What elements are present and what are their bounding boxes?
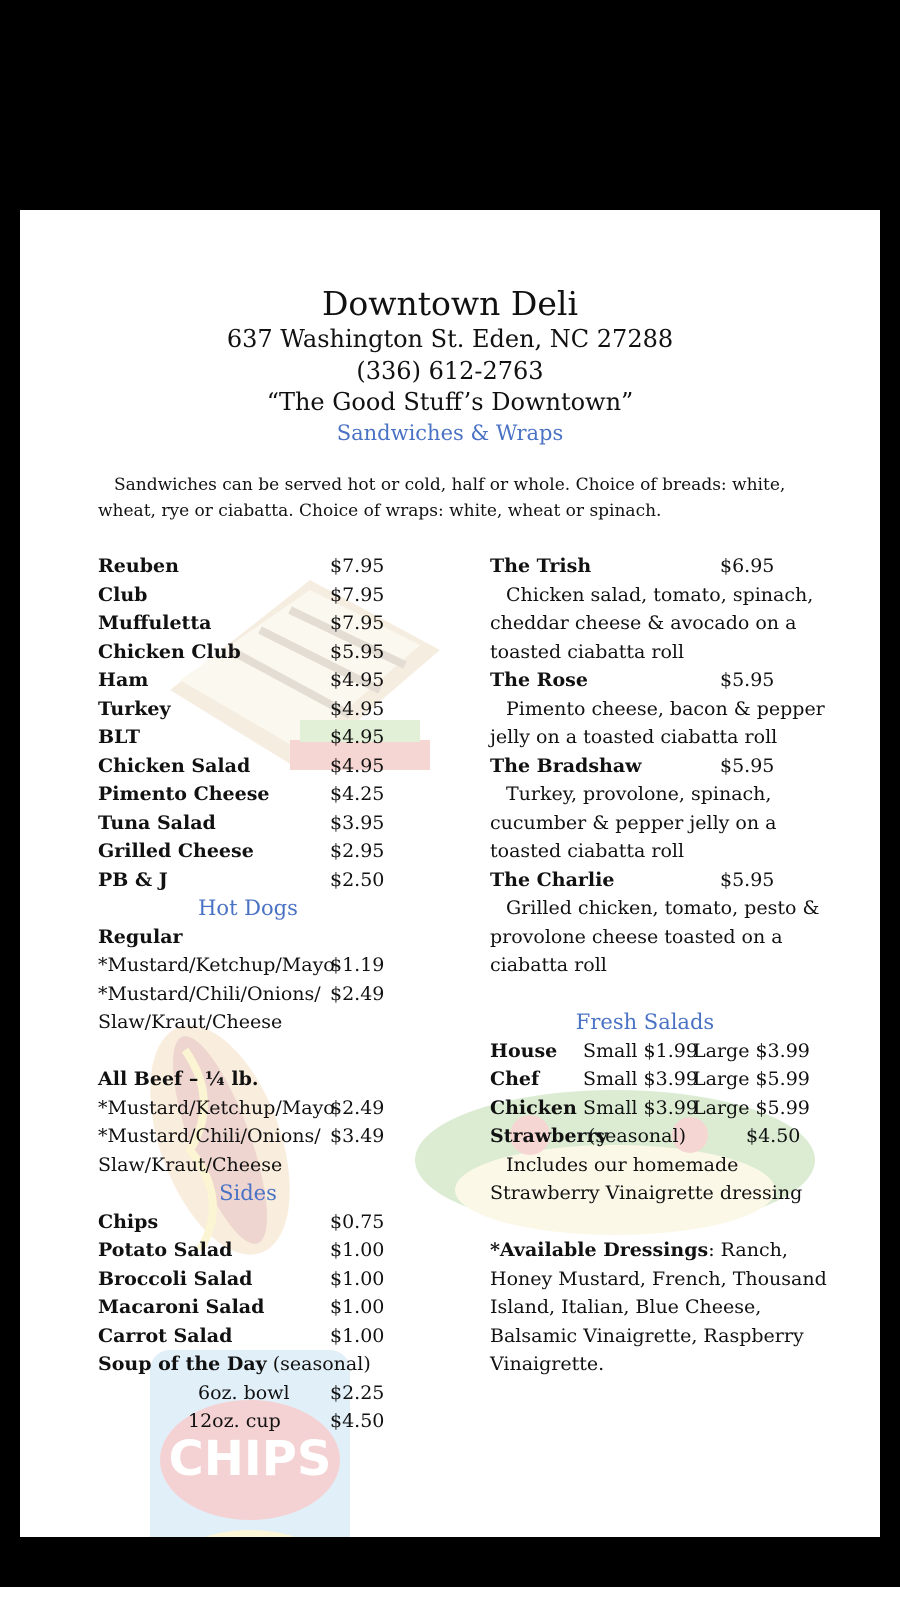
item-price: $7.95 xyxy=(330,583,385,606)
item-name: Chips xyxy=(98,1210,159,1233)
dressings-text: Honey Mustard, French, Thousand xyxy=(490,1267,827,1290)
menu-page xyxy=(20,210,880,1537)
sandwiches-heading: Sandwiches & Wraps xyxy=(336,421,564,445)
menu-item xyxy=(98,1094,398,1123)
item-price: $7.95 xyxy=(330,555,385,577)
menu-item xyxy=(98,752,398,781)
item-price: $2.95 xyxy=(330,840,385,862)
large-price: Large $3.99 xyxy=(693,1039,810,1062)
menu-item xyxy=(98,951,398,980)
item-name: Muffuletta xyxy=(98,612,212,634)
item-name: BLT xyxy=(98,726,141,748)
item-price: $4.50 xyxy=(746,1125,801,1147)
menu-item xyxy=(98,581,398,610)
item-continuation: Slaw/Kraut/Cheese xyxy=(98,1153,283,1176)
menu-item xyxy=(98,638,398,667)
item-name: *Mustard/Ketchup/Mayo xyxy=(98,1096,335,1119)
item-name: Strawberry xyxy=(490,1125,608,1147)
item-name: Chicken xyxy=(490,1096,577,1119)
sides-heading: Sides xyxy=(219,1181,277,1205)
item-price: $0.75 xyxy=(330,1210,385,1233)
menu-item xyxy=(490,552,830,581)
item-price: $5.95 xyxy=(330,640,385,663)
phone-number: (336) 612-2763 xyxy=(356,357,544,385)
item-name: Turkey xyxy=(98,697,171,720)
item-description: cucumber & pepper jelly on a xyxy=(490,811,777,834)
item-price: $4.95 xyxy=(330,726,385,748)
dressings-note xyxy=(490,1236,830,1379)
regular-label: Regular xyxy=(98,925,183,948)
address: 637 Washington St. Eden, NC 27288 xyxy=(226,325,674,353)
item-description: toasted ciabatta roll xyxy=(490,840,685,862)
large-price: Large $5.99 xyxy=(693,1096,810,1119)
item-description: Strawberry Vinaigrette dressing xyxy=(490,1182,803,1204)
dressings-label: *Available Dressings xyxy=(490,1239,709,1261)
item-name: Club xyxy=(98,583,148,606)
item-price: $1.00 xyxy=(330,1324,385,1347)
menu-item xyxy=(98,723,398,752)
item-description: Grilled chicken, tomato, pesto & xyxy=(506,897,820,919)
small-price: Small $1.99 xyxy=(583,1039,698,1062)
item-name: Potato Salad xyxy=(98,1239,233,1261)
item-price: $2.50 xyxy=(330,868,385,891)
menu-item xyxy=(98,980,398,1009)
menu-item xyxy=(98,809,398,838)
dressings-text: Vinaigrette. xyxy=(490,1353,605,1375)
item-name: Pimento Cheese xyxy=(98,783,270,805)
item-price: $4.95 xyxy=(330,669,385,691)
item-description: provolone cheese toasted on a xyxy=(490,925,783,948)
intro-text: Sandwiches can be served hot or cold, half or whole. Choice of breads: white, wheat, rye or ciabatta. Choice of wraps: white, wheat or spinach. xyxy=(98,475,786,521)
item-price: $1.00 xyxy=(330,1296,385,1318)
item-name: Reuben xyxy=(98,555,179,577)
item-price: $3.95 xyxy=(330,811,385,834)
small-price: Small $3.99 xyxy=(583,1068,698,1090)
item-name: PB & J xyxy=(98,868,168,891)
menu-item xyxy=(98,1322,398,1351)
item-name: The Trish xyxy=(490,555,592,577)
menu-item xyxy=(98,866,398,895)
menu-item xyxy=(98,1208,398,1237)
item-price: $2.49 xyxy=(330,1096,385,1119)
item-name: Carrot Salad xyxy=(98,1324,233,1347)
item-name: Ham xyxy=(98,669,149,691)
item-name: Macaroni Salad xyxy=(98,1296,265,1318)
item-price: $3.49 xyxy=(330,1125,385,1147)
seasonal-note: (seasonal) xyxy=(588,1125,686,1147)
menu-item xyxy=(98,837,398,866)
item-price: $5.95 xyxy=(720,868,775,891)
restaurant-name: Downtown Deli xyxy=(321,284,579,323)
right-column xyxy=(490,552,830,1379)
item-name: *Mustard/Ketchup/Mayo xyxy=(98,954,335,976)
salad-item xyxy=(490,1037,830,1066)
item-continuation: Slaw/Kraut/Cheese xyxy=(98,1011,283,1033)
item-price: $1.00 xyxy=(330,1239,385,1261)
fresh-salads-heading: Fresh Salads xyxy=(575,1010,715,1034)
soup-line xyxy=(98,1350,398,1379)
item-name: 6oz. bowl xyxy=(198,1381,290,1404)
next-page-edge xyxy=(0,1587,900,1600)
menu-item xyxy=(98,1293,398,1322)
menu-item xyxy=(98,609,398,638)
item-price: $4.95 xyxy=(330,697,385,720)
all-beef-label: All Beef – ¼ lb. xyxy=(98,1068,259,1090)
item-price: $4.95 xyxy=(330,754,385,777)
item-name: Chicken Salad xyxy=(98,754,251,777)
dressings-text: : Ranch, xyxy=(708,1239,788,1261)
salad-item xyxy=(490,1065,830,1094)
item-name: The Rose xyxy=(490,669,588,691)
seasonal-note: (seasonal) xyxy=(272,1353,371,1375)
large-price: Large $5.99 xyxy=(693,1068,810,1090)
item-name: Soup of the Day xyxy=(98,1353,267,1375)
item-description: cheddar cheese & avocado on a xyxy=(490,612,797,634)
item-price: $5.95 xyxy=(720,669,775,691)
item-description: Chicken salad, tomato, spinach, xyxy=(506,583,814,606)
item-name: Broccoli Salad xyxy=(98,1267,253,1290)
svg-text:CHIPS: CHIPS xyxy=(168,1431,332,1487)
dressings-text: Island, Italian, Blue Cheese, xyxy=(490,1296,762,1318)
item-price: $4.25 xyxy=(330,783,385,805)
hot-dogs-heading: Hot Dogs xyxy=(198,896,298,920)
item-name: Tuna Salad xyxy=(98,811,216,834)
menu-item xyxy=(98,1236,398,1265)
item-price: $2.49 xyxy=(330,982,385,1005)
item-price: $7.95 xyxy=(330,612,385,634)
item-name: Chicken Club xyxy=(98,640,241,663)
menu-item xyxy=(98,552,398,581)
item-name: The Charlie xyxy=(490,868,615,891)
menu-item xyxy=(490,752,830,781)
item-description: Pimento cheese, bacon & pepper xyxy=(506,697,825,720)
item-name: *Mustard/Chili/Onions/ xyxy=(98,982,321,1005)
dressings-text: Balsamic Vinaigrette, Raspberry xyxy=(490,1324,804,1347)
menu-item xyxy=(490,866,830,895)
menu-item xyxy=(98,1379,398,1408)
small-price: Small $3.99 xyxy=(583,1096,698,1119)
item-price: $6.95 xyxy=(720,555,775,577)
slogan: “The Good Stuff’s Downtown” xyxy=(266,388,634,416)
item-price: $1.00 xyxy=(330,1267,385,1290)
item-name: Chef xyxy=(490,1068,540,1090)
item-name: *Mustard/Chili/Onions/ xyxy=(98,1125,321,1147)
menu-item xyxy=(98,780,398,809)
item-price: $5.95 xyxy=(720,754,775,777)
item-price: $1.19 xyxy=(330,954,385,976)
item-description: jelly on a toasted ciabatta roll xyxy=(490,726,778,748)
menu-item xyxy=(98,666,398,695)
left-column xyxy=(98,552,398,1436)
menu-item xyxy=(98,695,398,724)
item-description: ciabatta roll xyxy=(490,954,607,976)
item-description: Includes our homemade xyxy=(506,1153,739,1176)
menu-item xyxy=(98,1265,398,1294)
item-name: 12oz. cup xyxy=(188,1410,281,1432)
menu-item xyxy=(98,1407,398,1436)
item-name: House xyxy=(490,1039,558,1062)
item-description: Turkey, provolone, spinach, xyxy=(506,783,772,805)
menu-item xyxy=(98,1122,398,1151)
salad-item xyxy=(490,1122,830,1151)
item-description: toasted ciabatta roll xyxy=(490,640,685,663)
menu-item xyxy=(490,666,830,695)
salad-item xyxy=(490,1094,830,1123)
item-name: Grilled Cheese xyxy=(98,840,254,862)
item-price: $2.25 xyxy=(330,1381,385,1404)
item-price: $4.50 xyxy=(330,1410,385,1432)
item-name: The Bradshaw xyxy=(490,754,642,777)
